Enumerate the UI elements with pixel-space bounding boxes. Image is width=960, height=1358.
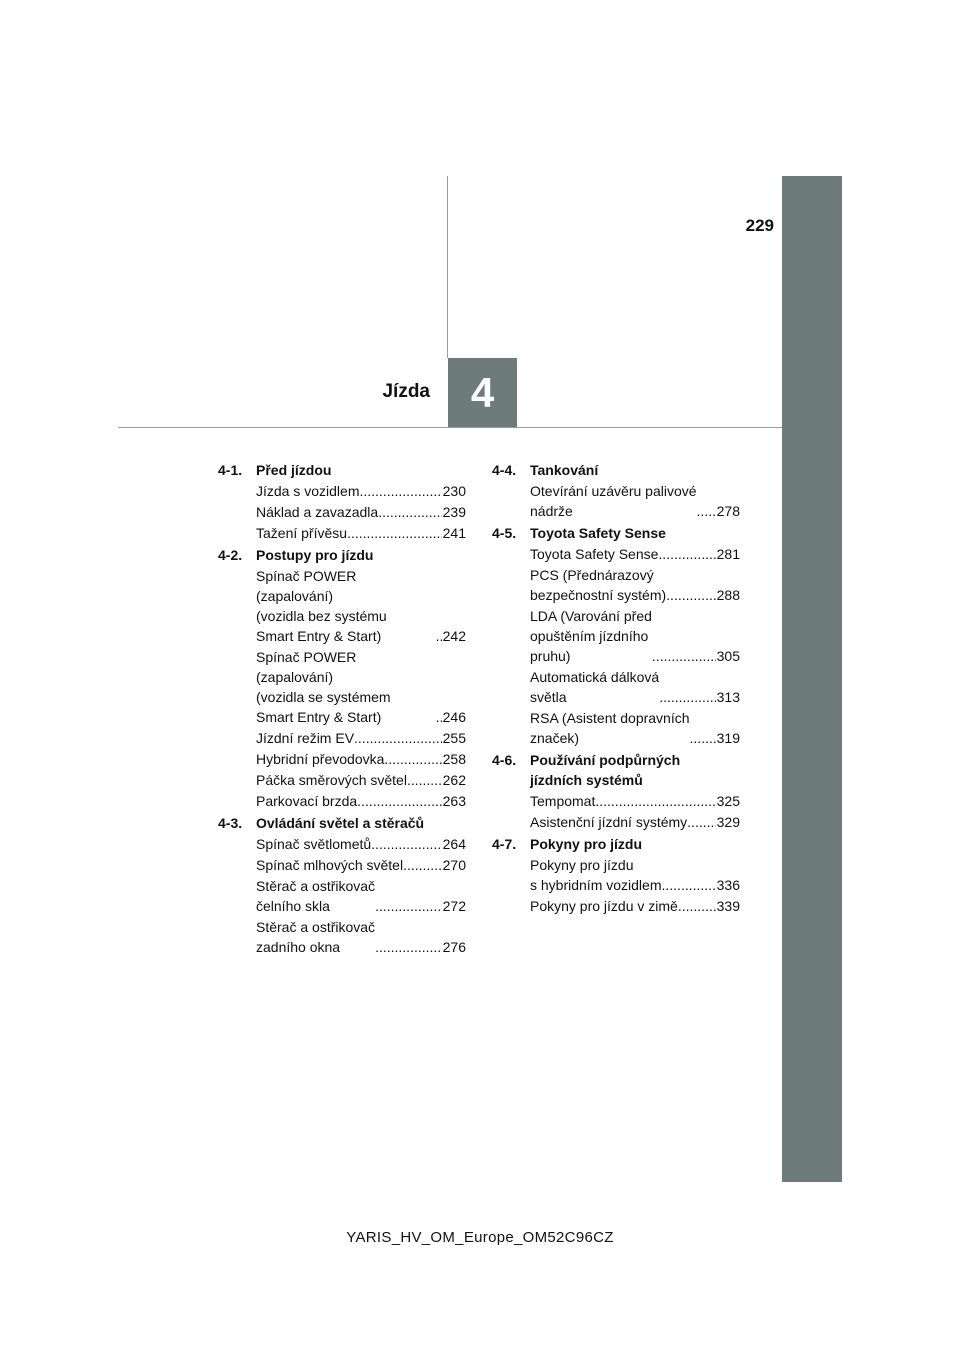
toc-left-column	[218, 460, 466, 959]
entry-page-number: 319	[716, 730, 740, 746]
toc-entry[interactable]	[530, 481, 740, 521]
toc-entry[interactable]	[256, 855, 466, 875]
dot-leader	[375, 937, 442, 957]
toc-entry[interactable]	[256, 749, 466, 769]
entry-page-number: 241	[442, 525, 466, 541]
entry-title: Stěrač a ostřikovač zadního okna	[256, 919, 376, 955]
dot-leader	[697, 501, 716, 521]
entry-title: Spínač mlhových světel	[256, 857, 404, 873]
entry-page-number: 258	[442, 751, 466, 767]
toc-entry[interactable]	[530, 565, 740, 605]
toc-entry[interactable]	[256, 770, 466, 790]
document-code: YARIS_HV_OM_Europe_OM52C96CZ	[346, 1229, 614, 1246]
entry-page-number: 329	[716, 814, 740, 830]
dot-leader	[687, 812, 715, 832]
toc-section	[218, 545, 466, 811]
toc-entry[interactable]	[256, 523, 466, 543]
chapter-title: Jízda	[382, 381, 430, 402]
entry-page-number: 270	[442, 857, 466, 873]
section-number: 4-3.	[218, 815, 243, 831]
entry-title: Spínač POWER (zapalování) (vozidla se systémem Smart Entry & Start)	[256, 649, 391, 725]
dot-leader	[371, 834, 441, 854]
entry-title: Náklad a zavazadla	[256, 504, 379, 520]
section-number: 4-1.	[218, 462, 243, 478]
dot-leader	[658, 544, 715, 564]
entry-title: Spínač světlometů	[256, 836, 372, 852]
section-title[interactable]: Používání podpůrných jízdních systémů	[530, 752, 681, 788]
section-title[interactable]: Ovládání světel a stěračů	[256, 815, 425, 831]
entry-title: LDA (Varování před opuštěním jízdního pruhu)	[530, 608, 652, 664]
entry-title: Páčka směrových světel	[256, 772, 407, 788]
toc-right-column	[492, 460, 740, 918]
entry-page-number: 272	[442, 898, 466, 914]
entry-title: Parkovací brzda	[256, 793, 358, 809]
chapter-number: 4	[470, 368, 495, 416]
toc-section	[218, 460, 466, 543]
entry-page-number: 230	[442, 483, 466, 499]
entry-page-number: 288	[716, 587, 740, 603]
section-number: 4-4.	[492, 462, 517, 478]
dot-leader	[384, 749, 441, 769]
toc-entry[interactable]	[530, 606, 740, 666]
toc-entry[interactable]	[530, 855, 740, 895]
entry-page-number: 305	[716, 648, 740, 664]
entry-page-number: 278	[716, 503, 740, 519]
dot-leader	[347, 523, 442, 543]
dot-leader	[659, 687, 715, 707]
entry-page-number: 262	[442, 772, 466, 788]
dot-leader	[666, 585, 715, 605]
toc-entry[interactable]	[530, 896, 740, 916]
dot-leader	[407, 770, 442, 790]
entry-page-number: 264	[442, 836, 466, 852]
entry-title: Pokyny pro jízdu s hybridním vozidlem	[530, 857, 662, 893]
toc-section	[492, 460, 740, 521]
side-chapter-tab	[782, 176, 842, 1182]
chapter-number-box	[448, 358, 517, 427]
section-heading	[218, 545, 466, 565]
toc-section	[492, 834, 740, 916]
toc-entry[interactable]	[256, 647, 466, 727]
dot-leader	[690, 728, 716, 748]
toc-entry[interactable]	[256, 791, 466, 811]
toc-entry[interactable]	[256, 834, 466, 854]
entry-page-number: 239	[442, 504, 466, 520]
dot-leader	[354, 728, 442, 748]
section-number: 4-2.	[218, 547, 243, 563]
section-heading	[492, 460, 740, 480]
dot-leader	[357, 791, 441, 811]
entry-title: Tažení přívěsu	[256, 525, 348, 541]
entry-title: RSA (Asistent dopravních značek)	[530, 710, 690, 746]
section-heading	[492, 523, 740, 543]
toc-entry[interactable]	[530, 667, 740, 707]
dot-leader	[378, 502, 441, 522]
toc-entry[interactable]	[256, 876, 466, 916]
toc-section	[492, 750, 740, 832]
entry-title: Asistenční jízdní systémy	[530, 814, 688, 830]
entry-title: Jízda s vozidlem	[256, 483, 360, 499]
toc-entry[interactable]	[256, 917, 466, 957]
section-heading	[492, 750, 740, 790]
entry-page-number: 313	[716, 689, 740, 705]
section-title[interactable]: Před jízdou	[256, 462, 332, 478]
dot-leader	[652, 646, 716, 666]
section-title[interactable]: Tankování	[530, 462, 599, 478]
entry-title: Automatická dálková světla	[530, 669, 660, 705]
section-title[interactable]: Toyota Safety Sense	[530, 525, 666, 541]
section-heading	[218, 813, 466, 833]
entry-title: Jízdní režim EV	[256, 730, 355, 746]
entry-page-number: 281	[716, 546, 740, 562]
section-number: 4-7.	[492, 836, 517, 852]
entry-title: Toyota Safety Sense	[530, 546, 659, 562]
dot-leader	[678, 896, 716, 916]
entry-title: Pokyny pro jízdu v zimě	[530, 898, 678, 914]
entry-page-number: 325	[716, 793, 740, 809]
dot-leader	[375, 896, 442, 916]
toc-entry[interactable]	[256, 728, 466, 748]
section-heading	[218, 460, 466, 480]
section-title[interactable]: Postupy pro jízdu	[256, 547, 374, 563]
dot-leader	[359, 481, 441, 501]
entry-title: Spínač POWER (zapalování) (vozidla bez systému Smart Entry & Start)	[256, 568, 387, 644]
toc-entry[interactable]	[530, 812, 740, 832]
horizontal-divider	[118, 427, 782, 428]
toc-entry[interactable]	[256, 481, 466, 501]
vertical-divider	[447, 176, 448, 358]
entry-page-number: 263	[442, 793, 466, 809]
entry-page-number: 246	[442, 709, 466, 725]
entry-title: PCS (Přednárazový bezpečnostní systém)	[530, 567, 667, 603]
page-number: 229	[745, 216, 774, 235]
section-number: 4-6.	[492, 752, 517, 768]
dot-leader	[403, 855, 442, 875]
entry-page-number: 336	[716, 877, 740, 893]
toc-entry[interactable]	[256, 566, 466, 646]
section-heading	[492, 834, 740, 854]
section-number: 4-5.	[492, 525, 517, 541]
toc-entry[interactable]	[530, 791, 740, 811]
entry-title: Stěrač a ostřikovač čelního skla	[256, 878, 376, 914]
entry-title: Tempomat	[530, 793, 596, 809]
entry-page-number: 276	[442, 939, 466, 955]
toc-entry[interactable]	[256, 502, 466, 522]
entry-title: Otevírání uzávěru palivové nádrže	[530, 483, 697, 519]
dot-leader	[595, 791, 715, 811]
entry-title: Hybridní převodovka	[256, 751, 385, 767]
toc-section	[492, 523, 740, 748]
entry-page-number: 255	[442, 730, 466, 746]
toc-entry[interactable]	[530, 708, 740, 748]
dot-leader	[662, 875, 716, 895]
entry-page-number: 339	[716, 898, 740, 914]
entry-page-number: 242	[442, 628, 466, 644]
toc-section	[218, 813, 466, 957]
toc-entry[interactable]	[530, 544, 740, 564]
section-title[interactable]: Pokyny pro jízdu	[530, 836, 643, 852]
